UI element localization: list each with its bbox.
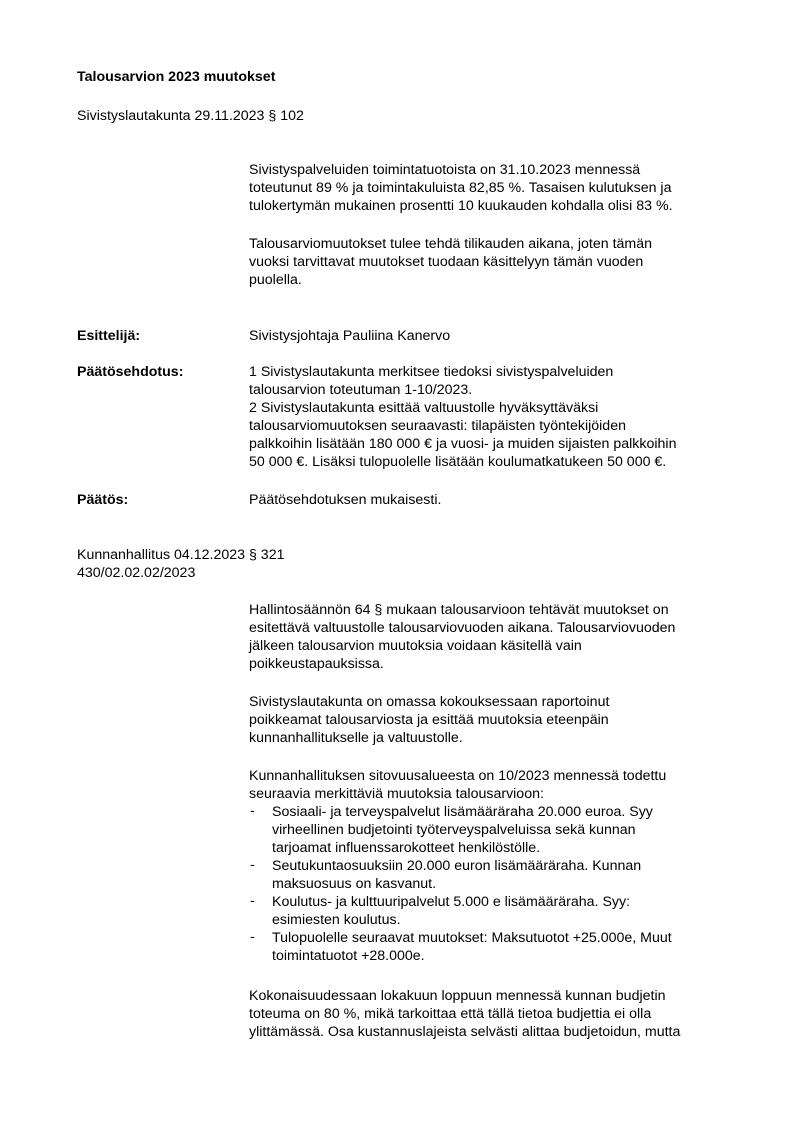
proposal-label: Päätösehdotus: [77, 364, 184, 380]
text-line: toimintatuotot +28.000e. [272, 948, 425, 964]
list-item [249, 893, 739, 929]
text-line: Koulutus- ja kulttuuripalvelut 5.000 e lisämääräraha. Syy: [272, 894, 631, 910]
text-line: 50 000 €. Lisäksi tulopuolelle lisätään koulumatkatukeen 50 000 €. [249, 454, 667, 470]
list-bullet: - [250, 929, 255, 945]
list-item [249, 803, 739, 857]
text-line: Talousarviomuutokset tulee tehdä tilikauden aikana, joten tämän [249, 236, 653, 252]
decision-label: Päätös: [77, 492, 129, 508]
text-line: esimiesten koulutus. [272, 912, 401, 928]
section2-paragraph-2 [249, 693, 739, 747]
text-line: Sosiaali- ja terveyspalvelut lisämääräraha 20.000 euroa. Syy [272, 804, 653, 820]
text-line: toteutunut 89 % ja toimintakuluista 82,85 %. Tasaisen kulutuksen ja [249, 180, 672, 196]
text-line: puolella. [249, 272, 302, 288]
text-line: tulokertymän mukainen prosentti 10 kuukauden kohdalla olisi 83 %. [249, 198, 673, 214]
text-line: vuoksi tarvittavat muutokset tuodaan käsittelyyn tämän vuoden [249, 254, 644, 270]
text-line: 1 Sivistyslautakunta merkitsee tiedoksi sivistyspalveluiden [249, 364, 614, 380]
text-line: kunnanhallitukselle ja valtuustolle. [249, 730, 463, 746]
text-line: maksuosuus on kasvanut. [272, 876, 437, 892]
text-line: poikkeustapauksissa. [249, 656, 384, 672]
text-line: Hallintosäännön 64 § mukaan talousarvioon tehtävät muutokset on [249, 602, 669, 618]
list-item [249, 857, 739, 893]
section-header-sivistyslautakunta: Sivistyslautakunta 29.11.2023 § 102 [77, 108, 304, 124]
presenter-value: Sivistysjohtaja Pauliina Kanervo [249, 328, 451, 344]
text-line: poikkeamat talousarviosta ja esittää muutoksia eteenpäin [249, 712, 609, 728]
text-line: Tulopuolelle seuraavat muutokset: Maksutuotot +25.000e, Muut [272, 930, 672, 946]
presenter-label: Esittelijä: [77, 328, 141, 344]
proposal-text [249, 363, 739, 471]
text-line: Kunnanhallituksen sitovuusalueesta on 10/2023 mennessä todettu [249, 768, 667, 784]
text-line: toteuma on 80 %, mikä tarkoittaa että tällä tietoa budjettia ei olla [249, 1006, 652, 1022]
section2-paragraph-1 [249, 601, 739, 673]
section2-paragraph-4 [249, 987, 739, 1041]
section1-paragraph-1 [249, 161, 739, 215]
text-line: Sivistyspalveluiden toimintatuotoista on 31.10.2023 mennessä [249, 162, 641, 178]
document-title: Talousarvion 2023 muutokset [77, 69, 276, 85]
section2-paragraph-3 [249, 767, 739, 965]
text-line: 2 Sivistyslautakunta esittää valtuustolle hyväksyttäväksi [249, 400, 599, 416]
changes-list [249, 803, 739, 965]
text-line: esitettävä valtuustolle talousarviovuoden aikana. Talousarviovuoden [249, 620, 676, 636]
text-line: Sivistyslautakunta on omassa kokouksessaan raportoinut [249, 694, 610, 710]
text-line: talousarvion toteutuman 1-10/2023. [249, 382, 473, 398]
text-line: Seutukuntaosuuksiin 20.000 euron lisämääräraha. Kunnan [272, 858, 642, 874]
section-header-kunnanhallitus: Kunnanhallitus 04.12.2023 § 321 [77, 547, 285, 563]
text-line: seuraavia merkittäviä muutoksia talousarvioon: [249, 786, 544, 802]
list-bullet: - [250, 893, 255, 909]
decision-value: Päätösehdotuksen mukaisesti. [249, 492, 442, 508]
text-line: tarjoamat influenssarokotteet henkilöstölle. [272, 840, 541, 856]
text-line: Kokonaisuudessaan lokakuun loppuun mennessä kunnan budjetin [249, 988, 666, 1004]
list-item [249, 929, 739, 965]
text-line: talousarviomuutoksen seuraavasti: tilapäisten työntekijöiden [249, 418, 626, 434]
record-number: 430/02.02.02/2023 [77, 565, 196, 581]
section1-paragraph-2 [249, 235, 739, 289]
text-line: jälkeen talousarvion muutoksia voidaan käsitellä vain [249, 638, 582, 654]
list-bullet: - [250, 857, 255, 873]
text-line: ylittämässä. Osa kustannuslajeista selvästi alittaa budjetoidun, mutta [249, 1024, 681, 1040]
text-line: palkkoihin lisätään 180 000 € ja vuosi- ja muiden sijaisten palkkoihin [249, 436, 677, 452]
list-bullet: - [250, 803, 255, 819]
text-line: virheellinen budjetointi työterveyspalveluissa sekä kunnan [272, 822, 636, 838]
